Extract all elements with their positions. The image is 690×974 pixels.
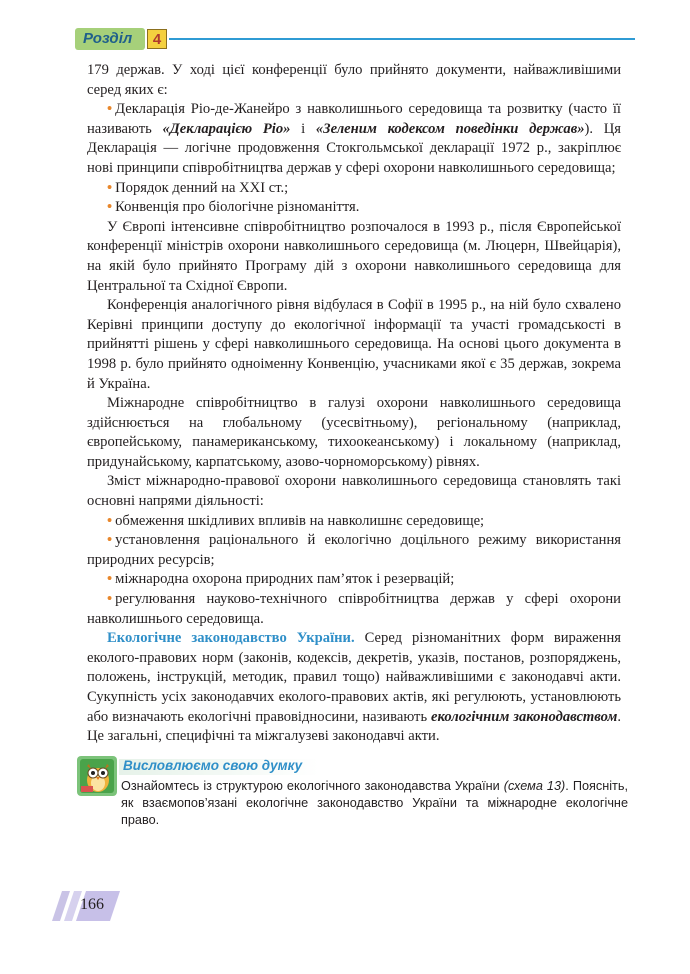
discussion-text-part: Ознайомтесь із структурою екологічного законодавства України (121, 779, 504, 793)
bullet-cooperation (87, 590, 621, 629)
paragraph-directions: Зміст міжнародно-правової охорони навколишнього середовища становлять такі основні напрями діяльності: (87, 473, 621, 510)
bullet-monuments (87, 570, 621, 590)
main-text (87, 61, 621, 747)
paragraph-levels: Міжнародне співробітництво в галузі охорони навколишнього середовища здійснюється на глобальному (усесвітньому), регіональному (наприклад, європейському, панамериканському, тихоокеанському) і локальному (наприклад, придунайському, карпатському, азово-чорноморському) рівнях. (87, 395, 621, 470)
discussion-title: Висловлюємо свою думку (123, 756, 313, 776)
key-term: екологічним законодавством (431, 708, 618, 725)
paragraph-text: . Це загальні, специфічні та міжгалузеві законодавчі акти. (87, 708, 621, 745)
bullet-text: регулювання науково-технічного співробітництва держав у сфері охорони навколишнього середовища. (87, 591, 621, 627)
bullet-limits (87, 512, 621, 532)
emphasis: «Декларацією Ріо» (162, 120, 291, 137)
paragraph-1: 179 держав. У ході цієї конференції було прийнято документи, найважливішими серед яких є: (87, 62, 621, 98)
paragraph-text: Серед різноманітних форм вираження еколого-правових норм (законів, кодексів, декретів, указів, постанов, розпоряджень, положень, інструкцій, методик, правил тощо) найважливішими є законодавчі акти. Сукупність усіх законодавчих еколого-правових актів, які регулюють, установлюють або визначають екологічні правовідносини, називають (87, 630, 621, 725)
bullet-text: Конвенція про біологічне різноманіття. (115, 199, 360, 216)
bullet-icon: • (107, 179, 113, 196)
bullet-text: і (290, 120, 316, 137)
page-number: 166 (80, 896, 104, 913)
owl-icon (77, 756, 117, 796)
bullet-text: Порядок денний на XXI ст.; (115, 179, 289, 196)
scheme-reference: (схема 13) (503, 779, 566, 793)
bullet-text: ). Ця Декларація — логічне продовження Стокгольмської декларації 1972 р., закріплює нові принципи співробітництва держав у сфері охорони навколишнього середовища; (87, 120, 621, 176)
bullet-icon: • (107, 199, 113, 216)
bullet-agenda (87, 179, 621, 199)
bullet-icon: • (107, 571, 113, 588)
bullet-text: Декларація Ріо-де-Жанейро з навколишнього середовища та розвитку (часто її називають (87, 101, 621, 137)
bullet-icon: • (107, 512, 113, 529)
term-heading: Екологічне законодавство України. (107, 630, 355, 647)
section-label: Розділ (75, 28, 145, 50)
bullet-icon: • (107, 591, 113, 608)
bullet-text: міжнародна охорона природних пам’яток і резервацій; (115, 571, 455, 588)
bullet-biodiversity (87, 198, 621, 218)
bullet-icon: • (107, 532, 113, 549)
bullet-text: обмеження шкідливих впливів на навколишнє середовище; (115, 512, 485, 529)
bullet-resources (87, 531, 621, 570)
paragraph-legislation (87, 629, 621, 747)
bullet-icon: • (107, 101, 113, 118)
discussion-text (121, 778, 628, 829)
bullet-text: установлення раціонального й екологічно доцільного режиму використання природних ресурсів; (87, 532, 621, 568)
paragraph-europe: У Європі інтенсивне співробітництво розпочалося в 1993 р., після Європейської конференції міністрів охорони навколишнього середовища (м. Люцерн, Швейцарія), на якій було прийнято Програму дій з охорони навколишнього середовища для Центральної та Східної Європи. (87, 218, 621, 294)
discussion-text-part: . Поясніть, як взаємопов’язані екологічне законодавство України та міжнародне екологічне право. (121, 779, 628, 827)
section-header (75, 28, 635, 50)
header-rule (169, 38, 635, 40)
emphasis: «Зеленим кодексом поведінки держав» (315, 120, 585, 137)
paragraph-sofia: Конференція аналогічного рівня відбулася в Софії в 1995 р., на ній було схвалено Керівні принципи доступу до екологічної інформації та участі громадськості в прийнятті рішень у сфері навколишнього середовища. На основі цього документа в 1998 р. було прийнято одноіменну Конвенцію, учасниками якої є 35 держав, зокрема й Україна. (87, 297, 621, 392)
bullet-rio-declaration (87, 100, 621, 178)
section-number: 4 (147, 29, 167, 49)
